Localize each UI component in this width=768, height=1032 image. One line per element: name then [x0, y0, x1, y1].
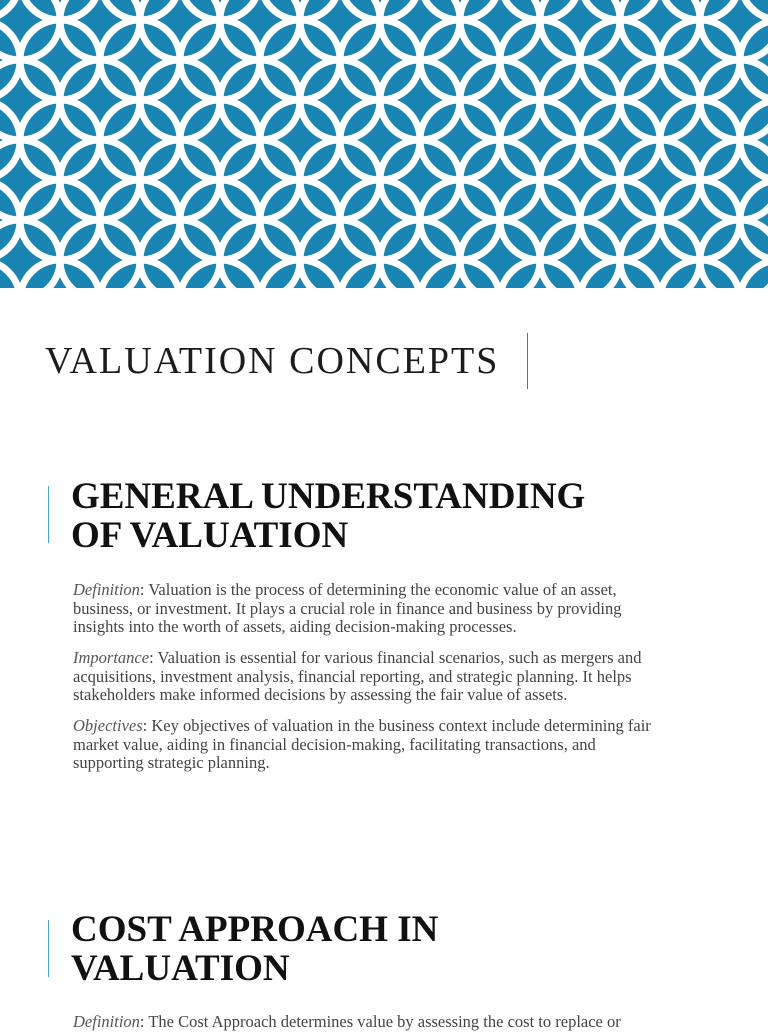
- definition-label: Definition: [73, 1012, 140, 1031]
- definition-text: : Valuation is the process of determining the economic value of an asset, business, or investment. It plays a crucial role in finance and business by providing insights into the worth of assets, aiding decision-making processes.: [73, 580, 622, 636]
- importance-label: Importance: [73, 648, 150, 667]
- objectives-text: : Key objectives of valuation in the business context include determining fair market value, aiding in financial decision-making, facilitating transactions, and supporting strategic planning.: [73, 716, 651, 772]
- title-slide: [45, 333, 499, 389]
- heading-line: GENERAL UNDERSTANDING: [71, 476, 586, 517]
- section-accent-rule: [48, 486, 49, 543]
- section-heading: [71, 477, 585, 555]
- definition-paragraph: [73, 1013, 663, 1032]
- heading-line: COST APPROACH IN: [71, 909, 439, 950]
- importance-text: : Valuation is essential for various financial scenarios, such as mergers and acquisitions, investment analysis, financial reporting, and strategic planning. It helps stakeholders make informed decisions by assessing the fair value of assets.: [73, 648, 642, 704]
- title-accent-rule: [527, 333, 528, 389]
- section-accent-rule: [48, 920, 49, 977]
- definition-paragraph: [73, 581, 663, 637]
- patterned-header-banner: [0, 0, 768, 288]
- circle-pattern-graphic: [0, 0, 768, 288]
- heading-line: VALUATION: [71, 948, 290, 989]
- presentation-title: VALUATION CONCEPTS: [45, 340, 500, 382]
- heading-line: OF VALUATION: [71, 515, 349, 556]
- definition-label: Definition: [73, 580, 140, 599]
- section-heading: [71, 910, 438, 988]
- objectives-label: Objectives: [73, 716, 143, 735]
- importance-paragraph: [73, 649, 663, 705]
- objectives-paragraph: [73, 717, 663, 773]
- definition-text: : The Cost Approach determines value by assessing the cost to replace or: [139, 1012, 621, 1031]
